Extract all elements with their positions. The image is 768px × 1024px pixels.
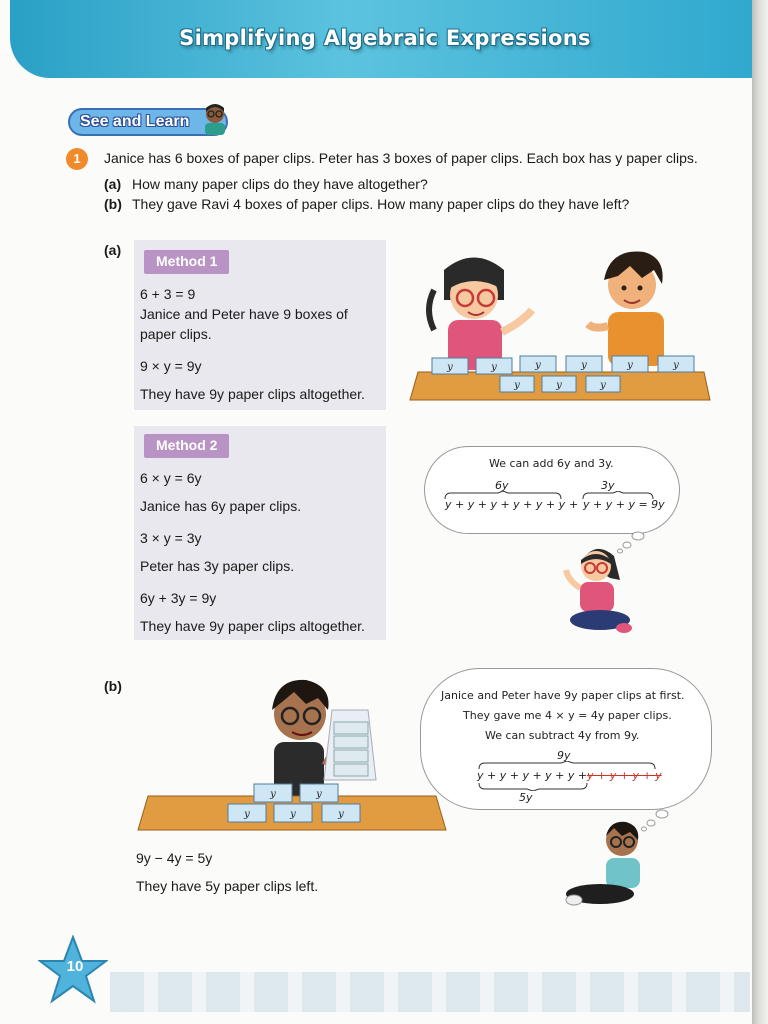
method-2-line: Janice has 6y paper clips. bbox=[140, 498, 302, 514]
bubble-text: We can subtract 4y from 9y. bbox=[485, 729, 640, 742]
method-1-line: They have 9y paper clips altogether. bbox=[140, 386, 365, 402]
subtraction-equation: 9y − 4y = 5y bbox=[136, 850, 213, 866]
page-number: 10 bbox=[66, 958, 84, 975]
expr-6y: y + y + y + y + y + y bbox=[445, 498, 566, 511]
see-and-learn-label: See and Learn bbox=[80, 113, 190, 130]
thought-bubble-addition bbox=[424, 446, 680, 534]
student-avatar-icon bbox=[200, 102, 230, 136]
method-2-line: 3 × y = 3y bbox=[140, 530, 202, 546]
method-1-line: Janice and Peter have 9 boxes of bbox=[140, 306, 348, 322]
method-2-line: Peter has 3y paper clips. bbox=[140, 558, 295, 574]
top-brace bbox=[477, 761, 657, 769]
box-label: y bbox=[514, 380, 520, 391]
box-label: y bbox=[600, 380, 606, 391]
bubble-text: We can add 6y and 3y. bbox=[489, 457, 614, 470]
box-label: y bbox=[491, 362, 497, 373]
box-label: y bbox=[673, 360, 679, 371]
part-b-question: They gave Ravi 4 boxes of paper clips. How many paper clips do they have left? bbox=[132, 196, 630, 212]
box-label: y bbox=[581, 360, 587, 371]
method-1-line: 6 + 3 = 9 bbox=[140, 286, 196, 302]
janice-peter-illustration bbox=[404, 240, 714, 408]
part-a-question: How many paper clips do they have altogether? bbox=[132, 176, 428, 192]
page-title: Simplifying Algebraic Expressions bbox=[179, 26, 591, 50]
question-stem: Janice has 6 boxes of paper clips. Peter has 3 boxes of paper clips. Each box has y paper clips. bbox=[104, 150, 698, 166]
box-label: y bbox=[447, 362, 453, 373]
brace-label-9y: 9y bbox=[557, 749, 571, 762]
footer-decoration bbox=[110, 972, 750, 1012]
sitting-girl-illustration bbox=[560, 540, 638, 640]
brace-label-3y: 3y bbox=[601, 479, 615, 492]
part-a-label: (a) bbox=[104, 176, 122, 192]
part-b-label: (b) bbox=[104, 196, 122, 212]
method-1-label: Method 1 bbox=[144, 250, 229, 274]
ravi-boxes-illustration bbox=[136, 670, 448, 836]
method-1-line: paper clips. bbox=[140, 326, 212, 342]
expr-crossed: y + y + y + y bbox=[587, 769, 662, 782]
bubble-text: Janice and Peter have 9y paper clips at first. bbox=[441, 689, 685, 702]
brace-label-6y: 6y bbox=[495, 479, 509, 492]
bottom-brace bbox=[477, 783, 589, 791]
box-label: y bbox=[316, 789, 322, 800]
expr-3y: y + y + y = 9y bbox=[583, 498, 665, 511]
method-1-line: 9 × y = 9y bbox=[140, 358, 202, 374]
part-b-answer: They have 5y paper clips left. bbox=[136, 878, 319, 894]
bubble-text: They gave me 4 × y = 4y paper clips. bbox=[463, 709, 672, 722]
box-label: y bbox=[270, 789, 276, 800]
answer-a-label: (a) bbox=[104, 242, 122, 258]
method-1-panel bbox=[134, 240, 386, 410]
method-2-line: They have 9y paper clips altogether. bbox=[140, 618, 365, 634]
box-label: y bbox=[244, 809, 250, 820]
answer-b-label: (b) bbox=[104, 678, 122, 694]
box-label: y bbox=[556, 380, 562, 391]
box-label: y bbox=[627, 360, 633, 371]
method-2-line: 6y + 3y = 9y bbox=[140, 590, 217, 606]
method-2-panel bbox=[134, 426, 386, 640]
thought-bubble-subtraction bbox=[420, 668, 712, 810]
box-label: y bbox=[338, 809, 344, 820]
page-gutter bbox=[752, 0, 768, 1024]
sitting-boy-illustration bbox=[564, 818, 646, 914]
see-and-learn-badge bbox=[68, 108, 228, 136]
box-label: y bbox=[290, 809, 296, 820]
plus-sign: + bbox=[569, 498, 579, 511]
box-label: y bbox=[535, 360, 541, 371]
expr-kept: y + y + y + y + y + bbox=[477, 769, 588, 782]
question-number: 1 bbox=[66, 148, 88, 170]
brace-label-5y: 5y bbox=[519, 791, 533, 804]
method-2-label: Method 2 bbox=[144, 434, 229, 458]
method-2-line: 6 × y = 6y bbox=[140, 470, 202, 486]
